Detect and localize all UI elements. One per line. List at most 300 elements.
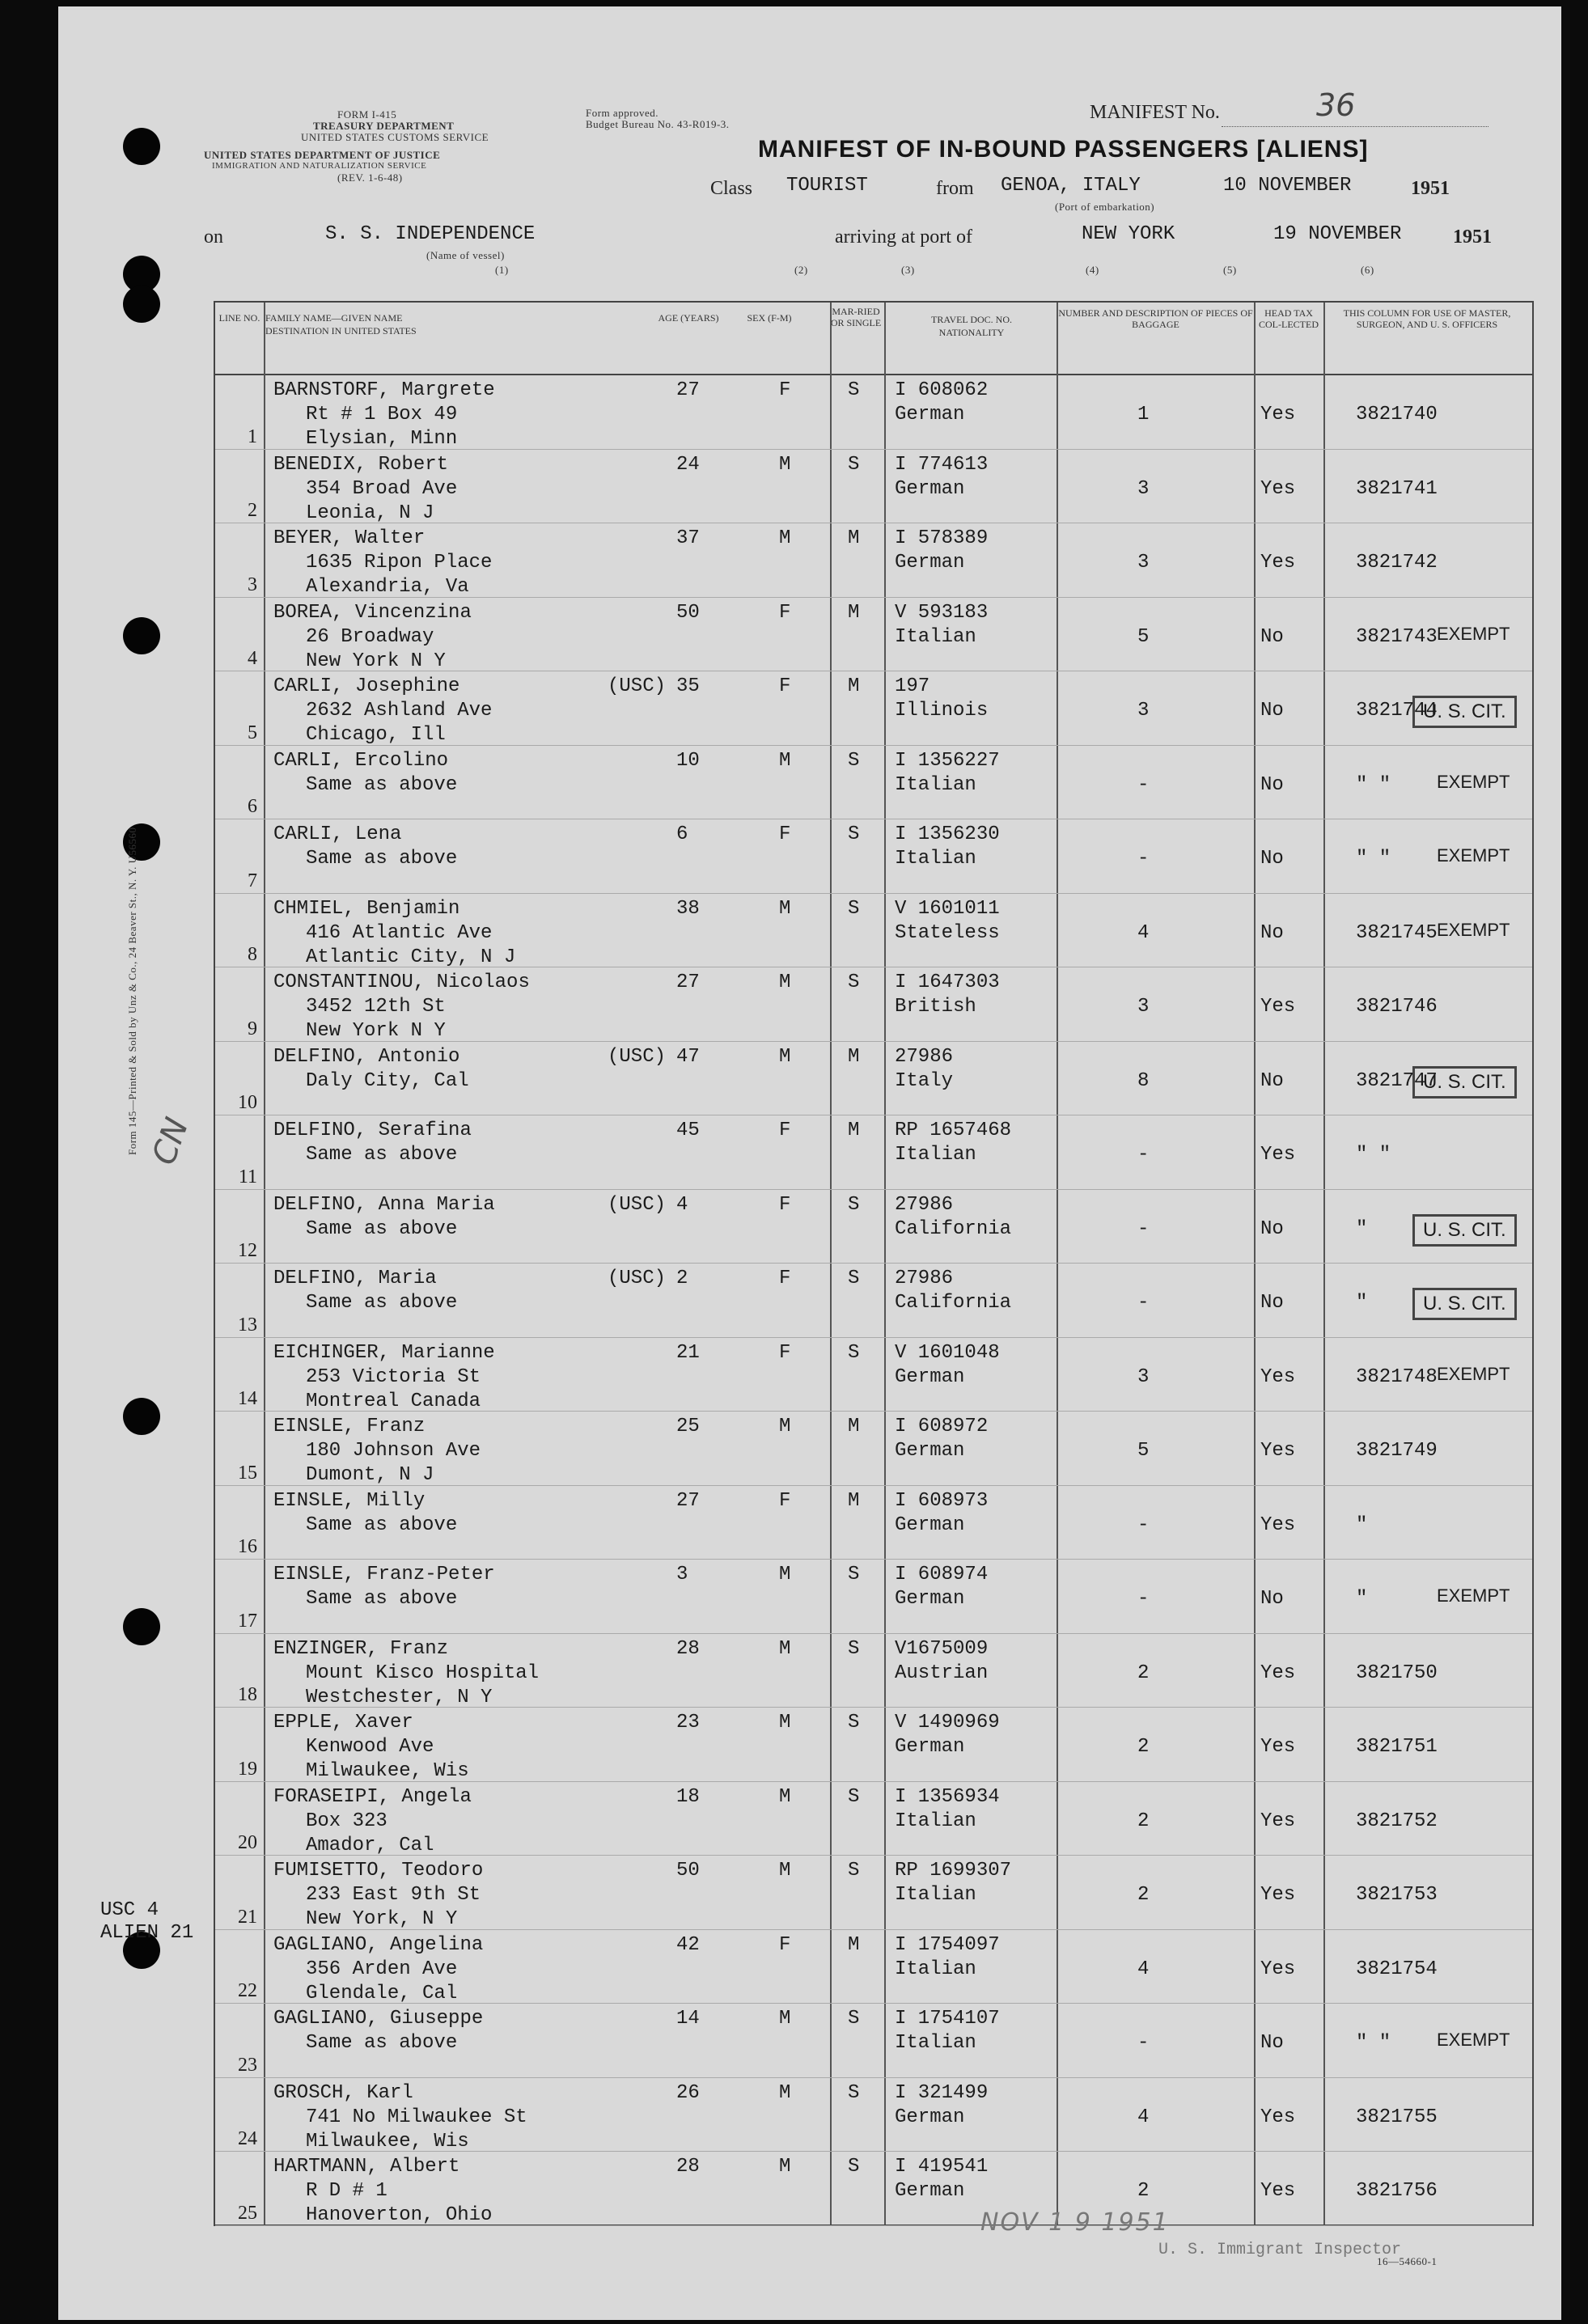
age: 26 (676, 2081, 700, 2104)
destination-line: 253 Victoria St (306, 1365, 481, 1388)
manifest-label: MANIFEST No. (1090, 102, 1220, 123)
age: 50 (676, 601, 700, 624)
sex: F (779, 1268, 791, 1289)
printer-imprint: Form 145—Printed & Sold by Unz & Co., 24 Beaver St., N. Y. U56560 (126, 827, 138, 1155)
age: 35 (676, 675, 700, 697)
age: 47 (676, 1045, 700, 1068)
table-row (215, 523, 1532, 598)
col-header-age: AGE (YEARS) (658, 312, 719, 324)
destination-line: Leonia, N J (306, 502, 434, 524)
marital-status: S (848, 823, 860, 845)
head-tax: No (1260, 625, 1284, 648)
age: 2 (676, 1268, 688, 1289)
nationality: Italian (895, 1884, 976, 1906)
table-row (215, 375, 1532, 450)
margin-usc-count: USC 4 (100, 1899, 159, 1921)
baggage: 4 (1137, 921, 1150, 944)
baggage: 2 (1137, 2180, 1150, 2202)
head-tax: Yes (1260, 477, 1296, 500)
head-tax: No (1260, 700, 1284, 722)
nationality: German (895, 552, 965, 574)
nationality: Italian (895, 1144, 976, 1166)
age: 4 (676, 1193, 688, 1216)
destination-line: Rt # 1 Box 49 (306, 404, 458, 425)
passenger-name: EINSLE, Franz (273, 1416, 426, 1437)
officer-number: " " (1356, 773, 1391, 796)
baggage: - (1137, 1292, 1150, 1314)
officer-number: 3821747 (1356, 1069, 1438, 1092)
margin-alien-count: ALIEN 21 (100, 1922, 194, 1944)
manifest-sheet (58, 6, 1561, 2320)
exempt-stamp: EXEMPT (1437, 1363, 1510, 1384)
head-tax: Yes (1260, 552, 1296, 574)
passenger-name: BENEDIX, Robert (273, 453, 449, 476)
table-header (215, 303, 1532, 375)
table-row (215, 1634, 1532, 1708)
table-row (215, 1708, 1532, 1782)
line-number: 19 (238, 1758, 257, 1780)
exempt-stamp: EXEMPT (1437, 623, 1510, 644)
nationality: Italian (895, 1810, 976, 1832)
nationality: Italian (895, 848, 976, 870)
baggage: 2 (1137, 1884, 1150, 1906)
arrival-year: 1951 (1453, 226, 1492, 248)
passenger-name: HARTMANN, Albert (273, 2156, 460, 2178)
passenger-name: DELFINO, Anna Maria (273, 1193, 495, 1216)
head-tax: No (1260, 921, 1284, 944)
destination-line: Atlantic City, N J (306, 946, 516, 968)
officer-number: " (1356, 1292, 1368, 1314)
destination-line: Alexandria, Va (306, 576, 469, 598)
head-tax: No (1260, 1292, 1284, 1314)
justice-dept: UNITED STATES DEPARTMENT OF JUSTICE (204, 149, 441, 161)
class-value: TOURIST (786, 175, 868, 197)
sex: F (779, 1489, 791, 1512)
baggage: - (1137, 1144, 1150, 1166)
passenger-name: BEYER, Walter (273, 527, 426, 549)
marital-status: S (848, 749, 860, 772)
sex: F (779, 1341, 791, 1364)
col-number: (2) (794, 264, 808, 276)
destination-line: New York N Y (306, 1020, 446, 1042)
destination-line: New York N Y (306, 650, 446, 672)
marital-status: M (848, 1933, 860, 1956)
table-row (215, 1856, 1532, 1930)
nationality: German (895, 2106, 965, 2128)
table-row (215, 1782, 1532, 1856)
col-header-baggage: NUMBER AND DESCRIPTION OF PIECES OF BAGGAGE (1058, 307, 1253, 330)
sex: M (779, 1564, 791, 1585)
baggage: 5 (1137, 1440, 1150, 1462)
head-tax: No (1260, 773, 1284, 796)
age: 27 (676, 379, 700, 401)
head-tax: Yes (1260, 404, 1296, 425)
line-number: 15 (238, 1462, 257, 1484)
head-tax: No (1260, 848, 1284, 870)
age: 21 (676, 1341, 700, 1364)
travel-doc: I 608974 (895, 1564, 989, 1585)
passenger-name: GAGLIANO, Angelina (273, 1933, 484, 1956)
usc-mark: (USC) (608, 1193, 667, 1216)
age: 3 (676, 1564, 688, 1585)
head-tax: Yes (1260, 1810, 1296, 1832)
table-row (215, 1115, 1532, 1190)
head-tax: No (1260, 1069, 1284, 1092)
passenger-name: BOREA, Vincenzina (273, 601, 472, 624)
destination-line: R D # 1 (306, 2180, 387, 2202)
table-row (215, 819, 1532, 894)
marital-status: S (848, 1268, 860, 1289)
arrival-port: NEW YORK (1082, 223, 1175, 245)
officer-number: 3821740 (1356, 404, 1438, 425)
head-tax: Yes (1260, 1365, 1296, 1388)
marital-status: S (848, 2008, 860, 2030)
line-number: 5 (248, 722, 257, 743)
passenger-table (214, 301, 1534, 2226)
line-number: 13 (238, 1314, 257, 1336)
col-number: (6) (1361, 264, 1374, 276)
baggage: - (1137, 2032, 1150, 2054)
travel-doc: I 608062 (895, 379, 989, 401)
baggage: 5 (1137, 625, 1150, 648)
travel-doc: V 593183 (895, 601, 989, 624)
officer-number: 3821748 (1356, 1365, 1438, 1388)
officer-number: 3821751 (1356, 1736, 1438, 1758)
passenger-name: CARLI, Lena (273, 823, 402, 845)
destination-line: Dumont, N J (306, 1464, 434, 1486)
sex: M (779, 749, 791, 772)
officer-number: 3821755 (1356, 2106, 1438, 2128)
line-number: 1 (248, 425, 257, 447)
line-number: 4 (248, 648, 257, 669)
age: 37 (676, 527, 700, 549)
destination-line: Same as above (306, 1217, 458, 1240)
officer-number: " " (1356, 2032, 1391, 2054)
age: 25 (676, 1416, 700, 1437)
exempt-stamp: EXEMPT (1437, 771, 1510, 792)
us-cit-stamp: U. S. CIT. (1412, 1066, 1517, 1099)
nationality: Italian (895, 2032, 976, 2054)
table-row (215, 450, 1532, 524)
marital-status: M (848, 675, 860, 697)
line-number: 21 (238, 1906, 257, 1928)
travel-doc: V 1601011 (895, 897, 1000, 920)
officer-number: 3821752 (1356, 1810, 1438, 1832)
nationality: California (895, 1217, 1012, 1240)
from-label: from (936, 178, 974, 199)
marital-status: S (848, 1637, 860, 1660)
line-number: 24 (238, 2128, 257, 2149)
nationality: German (895, 1365, 965, 1388)
head-tax: Yes (1260, 1884, 1296, 1906)
nationality: Stateless (895, 921, 1000, 944)
col-header-travel-doc: TRAVEL DOC. NO. (930, 314, 1012, 325)
destination-line: 356 Arden Ave (306, 1958, 458, 1980)
marital-status: S (848, 897, 860, 920)
customs-service: UNITED STATES CUSTOMS SERVICE (301, 131, 489, 143)
travel-doc: RP 1699307 (895, 1860, 1012, 1882)
departure-date: 10 NOVEMBER (1223, 175, 1352, 197)
marital-status: S (848, 379, 860, 401)
baggage: 3 (1137, 700, 1150, 722)
on-label: on (204, 226, 223, 248)
sex: M (779, 1860, 791, 1882)
line-number: 2 (248, 500, 257, 521)
age: 18 (676, 1785, 700, 1808)
officer-number: " " (1356, 848, 1391, 870)
nationality: German (895, 1736, 965, 1758)
destination-line: Same as above (306, 2032, 458, 2054)
baggage: 2 (1137, 1810, 1150, 1832)
officer-number: 3821749 (1356, 1440, 1438, 1462)
officer-number: 3821753 (1356, 1884, 1438, 1906)
head-tax: No (1260, 1217, 1284, 1240)
officer-number: 3821741 (1356, 477, 1438, 500)
baggage: 3 (1137, 996, 1150, 1018)
baggage: 3 (1137, 477, 1150, 500)
destination-line: Same as above (306, 848, 458, 870)
sex: F (779, 823, 791, 845)
head-tax: Yes (1260, 1662, 1296, 1684)
destination-line: Mount Kisco Hospital (306, 1662, 540, 1684)
sex: M (779, 972, 791, 993)
marital-status: M (848, 527, 860, 549)
destination-line: Same as above (306, 1292, 458, 1314)
binder-hole (123, 286, 160, 323)
travel-doc: I 1754107 (895, 2008, 1000, 2030)
binder-hole (123, 617, 160, 654)
passenger-name: CARLI, Ercolino (273, 749, 449, 772)
destination-line: Amador, Cal (306, 1834, 434, 1856)
marital-status: M (848, 601, 860, 624)
passenger-name: GAGLIANO, Giuseppe (273, 2008, 484, 2030)
officer-number: 3821756 (1356, 2180, 1438, 2202)
exempt-stamp: EXEMPT (1437, 1585, 1510, 1606)
destination-line: Same as above (306, 1588, 458, 1610)
baggage: 4 (1137, 2106, 1150, 2128)
travel-doc: I 608972 (895, 1416, 989, 1437)
table-row (215, 746, 1532, 820)
destination-line: 354 Broad Ave (306, 477, 458, 500)
travel-doc: 27986 (895, 1193, 954, 1216)
baggage: 1 (1137, 404, 1150, 425)
marital-status: M (848, 1120, 860, 1141)
destination-line: 26 Broadway (306, 625, 434, 648)
table-row (215, 2152, 1532, 2226)
line-number: 8 (248, 944, 257, 965)
head-tax: Yes (1260, 1513, 1296, 1536)
travel-doc: 197 (895, 675, 930, 697)
arriving-label: arriving at port of (835, 226, 972, 248)
sex: F (779, 675, 791, 697)
destination-line: 3452 12th St (306, 996, 446, 1018)
officer-number: 3821746 (1356, 996, 1438, 1018)
form-approved: Form approved. (586, 107, 659, 119)
table-row (215, 1412, 1532, 1486)
class-label: Class (710, 178, 753, 199)
passenger-name: CONSTANTINOU, Nicolaos (273, 972, 530, 993)
travel-doc: I 578389 (895, 527, 989, 549)
line-number: 25 (238, 2202, 257, 2224)
baggage: 3 (1137, 552, 1150, 574)
age: 42 (676, 1933, 700, 1956)
line-number: 12 (238, 1240, 257, 1261)
col-header-nationality: NATIONALITY (938, 327, 1005, 338)
marital-status: M (848, 1416, 860, 1437)
destination-line: Same as above (306, 1144, 458, 1166)
marital-status: S (848, 1712, 860, 1733)
travel-doc: I 419541 (895, 2156, 989, 2178)
table-row (215, 671, 1532, 746)
table-row (215, 1042, 1532, 1116)
travel-doc: I 1647303 (895, 972, 1000, 993)
line-number: 6 (248, 796, 257, 817)
line-number: 14 (238, 1388, 257, 1409)
baggage: - (1137, 1588, 1150, 1610)
head-tax: No (1260, 1588, 1284, 1610)
officer-number: 3821754 (1356, 1958, 1438, 1980)
destination-line: Hanoverton, Ohio (306, 2204, 493, 2226)
age: 50 (676, 1860, 700, 1882)
nationality: Illinois (895, 700, 989, 722)
binder-hole (123, 128, 160, 165)
line-number: 10 (238, 1092, 257, 1113)
treasury-dept: TREASURY DEPARTMENT (313, 120, 455, 132)
destination-line: Box 323 (306, 1810, 387, 1832)
col-header-line: LINE NO. (218, 312, 260, 324)
travel-doc: I 1356934 (895, 1785, 1000, 1808)
usc-mark: (USC) (608, 675, 667, 697)
col-header-married: MAR-RIED OR SINGLE (830, 306, 882, 328)
age: 45 (676, 1120, 700, 1141)
sex: F (779, 601, 791, 624)
nationality: Italian (895, 773, 976, 796)
col-number: (4) (1086, 264, 1099, 276)
passenger-name: CARLI, Josephine (273, 675, 460, 697)
officer-number: 3821744 (1356, 700, 1438, 722)
head-tax: Yes (1260, 1958, 1296, 1980)
destination-line: 1635 Ripon Place (306, 552, 493, 574)
age: 27 (676, 972, 700, 993)
passenger-name: DELFINO, Serafina (273, 1120, 472, 1141)
officer-number: 3821745 (1356, 921, 1438, 944)
passenger-name: EINSLE, Milly (273, 1489, 426, 1512)
destination-line: Milwaukee, Wis (306, 1760, 469, 1782)
nationality: British (895, 996, 976, 1018)
margin-handwriting: CN (145, 1112, 197, 1170)
nationality: Austrian (895, 1662, 989, 1684)
marital-status: M (848, 1045, 860, 1068)
destination-line: Daly City, Cal (306, 1069, 469, 1092)
sex: M (779, 2008, 791, 2030)
line-number: 7 (248, 870, 257, 891)
nationality: German (895, 1588, 965, 1610)
line-number: 22 (238, 1980, 257, 2001)
age: 27 (676, 1489, 700, 1512)
sex: M (779, 1416, 791, 1437)
nationality: Italy (895, 1069, 954, 1092)
col-header-destination: DESTINATION IN UNITED STATES (265, 325, 417, 337)
age: 24 (676, 453, 700, 476)
destination-line: 2632 Ashland Ave (306, 700, 493, 722)
travel-doc: V1675009 (895, 1637, 989, 1660)
destination-line: 741 No Milwaukee St (306, 2106, 527, 2128)
line-number: 11 (238, 1166, 257, 1187)
budget-bureau: Budget Bureau No. 43-R019-3. (586, 118, 730, 130)
col-number: (3) (901, 264, 915, 276)
marital-status: S (848, 1193, 860, 1216)
line-number: 23 (238, 2054, 257, 2076)
destination-line: Chicago, Ill (306, 724, 446, 746)
destination-line: Milwaukee, Wis (306, 2130, 469, 2153)
departure-year: 1951 (1411, 178, 1450, 199)
destination-line: Elysian, Minn (306, 428, 458, 450)
marital-status: S (848, 1564, 860, 1585)
travel-doc: 27986 (895, 1268, 954, 1289)
nationality: Italian (895, 1958, 976, 1980)
head-tax: Yes (1260, 2106, 1296, 2128)
table-row (215, 894, 1532, 968)
baggage: - (1137, 773, 1150, 796)
marital-status: S (848, 1341, 860, 1364)
table-row (215, 2078, 1532, 2153)
travel-doc: I 321499 (895, 2081, 989, 2104)
head-tax: Yes (1260, 1144, 1296, 1166)
officer-number: " (1356, 1513, 1368, 1536)
us-cit-stamp: U. S. CIT. (1412, 696, 1517, 728)
nationality: German (895, 2180, 965, 2202)
travel-doc: RP 1657468 (895, 1120, 1012, 1141)
page-title: MANIFEST OF IN-BOUND PASSENGERS [ALIENS] (758, 136, 1369, 163)
nationality: Italian (895, 625, 976, 648)
us-cit-stamp: U. S. CIT. (1412, 1214, 1517, 1247)
col-header-name: FAMILY NAME—GIVEN NAME (265, 312, 403, 324)
age: 10 (676, 749, 700, 772)
destination-line: 233 East 9th St (306, 1884, 481, 1906)
travel-doc: I 1356230 (895, 823, 1000, 845)
line-number: 3 (248, 574, 257, 595)
line-number: 20 (238, 1832, 257, 1853)
sex: M (779, 2156, 791, 2178)
table-row (215, 1560, 1532, 1634)
officer-number: " (1356, 1217, 1368, 1240)
age: 38 (676, 897, 700, 920)
passenger-name: GROSCH, Karl (273, 2081, 413, 2104)
us-cit-stamp: U. S. CIT. (1412, 1288, 1517, 1320)
travel-doc: I 1754097 (895, 1933, 1000, 1956)
exempt-stamp: EXEMPT (1437, 919, 1510, 940)
line-number: 16 (238, 1536, 257, 1557)
baggage: 3 (1137, 1365, 1150, 1388)
binder-hole (123, 1608, 160, 1645)
age: 28 (676, 1637, 700, 1660)
exempt-stamp: EXEMPT (1437, 845, 1510, 866)
passenger-name: FUMISETTO, Teodoro (273, 1860, 484, 1882)
form-number: FORM I-415 (337, 108, 397, 121)
sex: M (779, 453, 791, 476)
table-row (215, 1264, 1532, 1338)
nationality: German (895, 477, 965, 500)
binder-hole (123, 1398, 160, 1435)
usc-mark: (USC) (608, 1045, 667, 1068)
sex: F (779, 379, 791, 401)
line-number: 17 (238, 1610, 257, 1632)
nationality: German (895, 404, 965, 425)
manifest-number: 36 (1316, 87, 1356, 123)
destination-line: 416 Atlantic Ave (306, 921, 493, 944)
destination-line: Kenwood Ave (306, 1736, 434, 1758)
sex: M (779, 2081, 791, 2104)
